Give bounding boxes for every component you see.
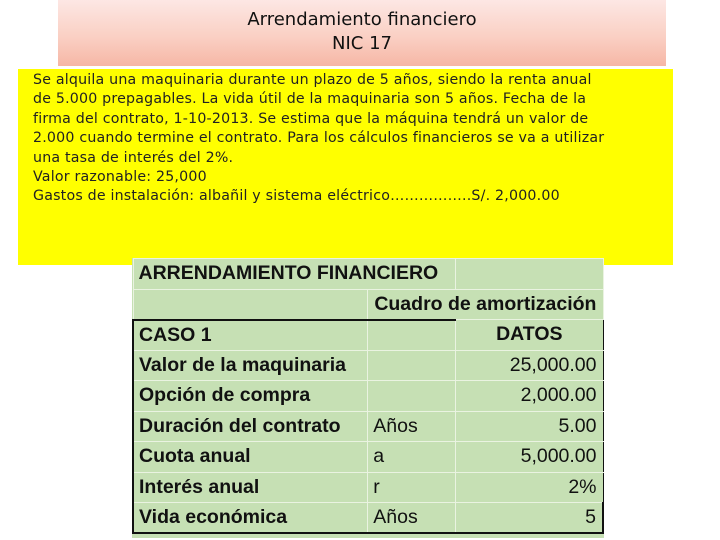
sheet-title: ARRENDAMIENTO FINANCIERO — [133, 259, 456, 290]
row-unit: Años — [368, 503, 456, 534]
table-row — [133, 381, 603, 412]
case-label: CASO 1 — [133, 320, 368, 351]
data-header: DATOS — [456, 320, 603, 351]
fair-value-line: Valor razonable: 25,000 — [33, 169, 207, 186]
description-line: de 5.000 prepagables. La vida útil de la maquinaria son 5 años. Fecha de la — [33, 91, 587, 108]
row-value: 5.00 — [456, 411, 603, 442]
row-label: Cuota anual — [133, 442, 368, 473]
empty-cell — [133, 289, 368, 320]
table-row — [133, 259, 603, 290]
table-row — [133, 320, 603, 351]
description-line: firma del contrato, 1-10-2013. Se estima que la máquina tendrá un valor de — [33, 110, 589, 127]
row-value: 5 — [456, 503, 603, 534]
row-label: Interés anual — [133, 472, 368, 503]
table-row — [133, 472, 603, 503]
table-row — [133, 503, 603, 534]
table-row — [133, 289, 603, 320]
table-row — [133, 411, 603, 442]
row-label: Vida económica — [133, 503, 368, 534]
installation-cost-line: Gastos de instalación: albañil y sistema eléctrico……………..S/. 2,000.00 — [33, 188, 560, 205]
table-row — [133, 350, 603, 381]
table-row — [133, 442, 603, 473]
case-description — [18, 69, 673, 265]
row-label: Opción de compra — [133, 381, 368, 412]
spreadsheet-table — [132, 258, 604, 538]
description-line: 2.000 cuando termine el contrato. Para los cálculos financieros se va a utilizar — [33, 130, 605, 147]
row-label: Duración del contrato — [133, 411, 368, 442]
row-unit: a — [368, 442, 456, 473]
row-unit: r — [368, 472, 456, 503]
row-value: 5,000.00 — [456, 442, 603, 473]
empty-cell — [456, 259, 603, 290]
title-line-2: NIC 17 — [332, 33, 392, 54]
row-value: 2% — [456, 472, 603, 503]
title-line-1: Arrendamiento financiero — [247, 9, 477, 30]
description-line: Se alquila una maquinaria durante un plazo de 5 años, siendo la renta anual — [33, 72, 592, 88]
row-value: 2,000.00 — [456, 381, 603, 412]
empty-cell — [368, 320, 456, 351]
row-value: 25,000.00 — [456, 350, 603, 381]
slide-title — [58, 0, 666, 66]
row-unit: Años — [368, 411, 456, 442]
description-line: una tasa de interés del 2%. — [33, 149, 234, 166]
row-label: Valor de la maquinaria — [133, 350, 368, 381]
row-unit — [368, 350, 456, 381]
row-unit — [368, 381, 456, 412]
sheet-subtitle: Cuadro de amortización — [368, 289, 603, 320]
